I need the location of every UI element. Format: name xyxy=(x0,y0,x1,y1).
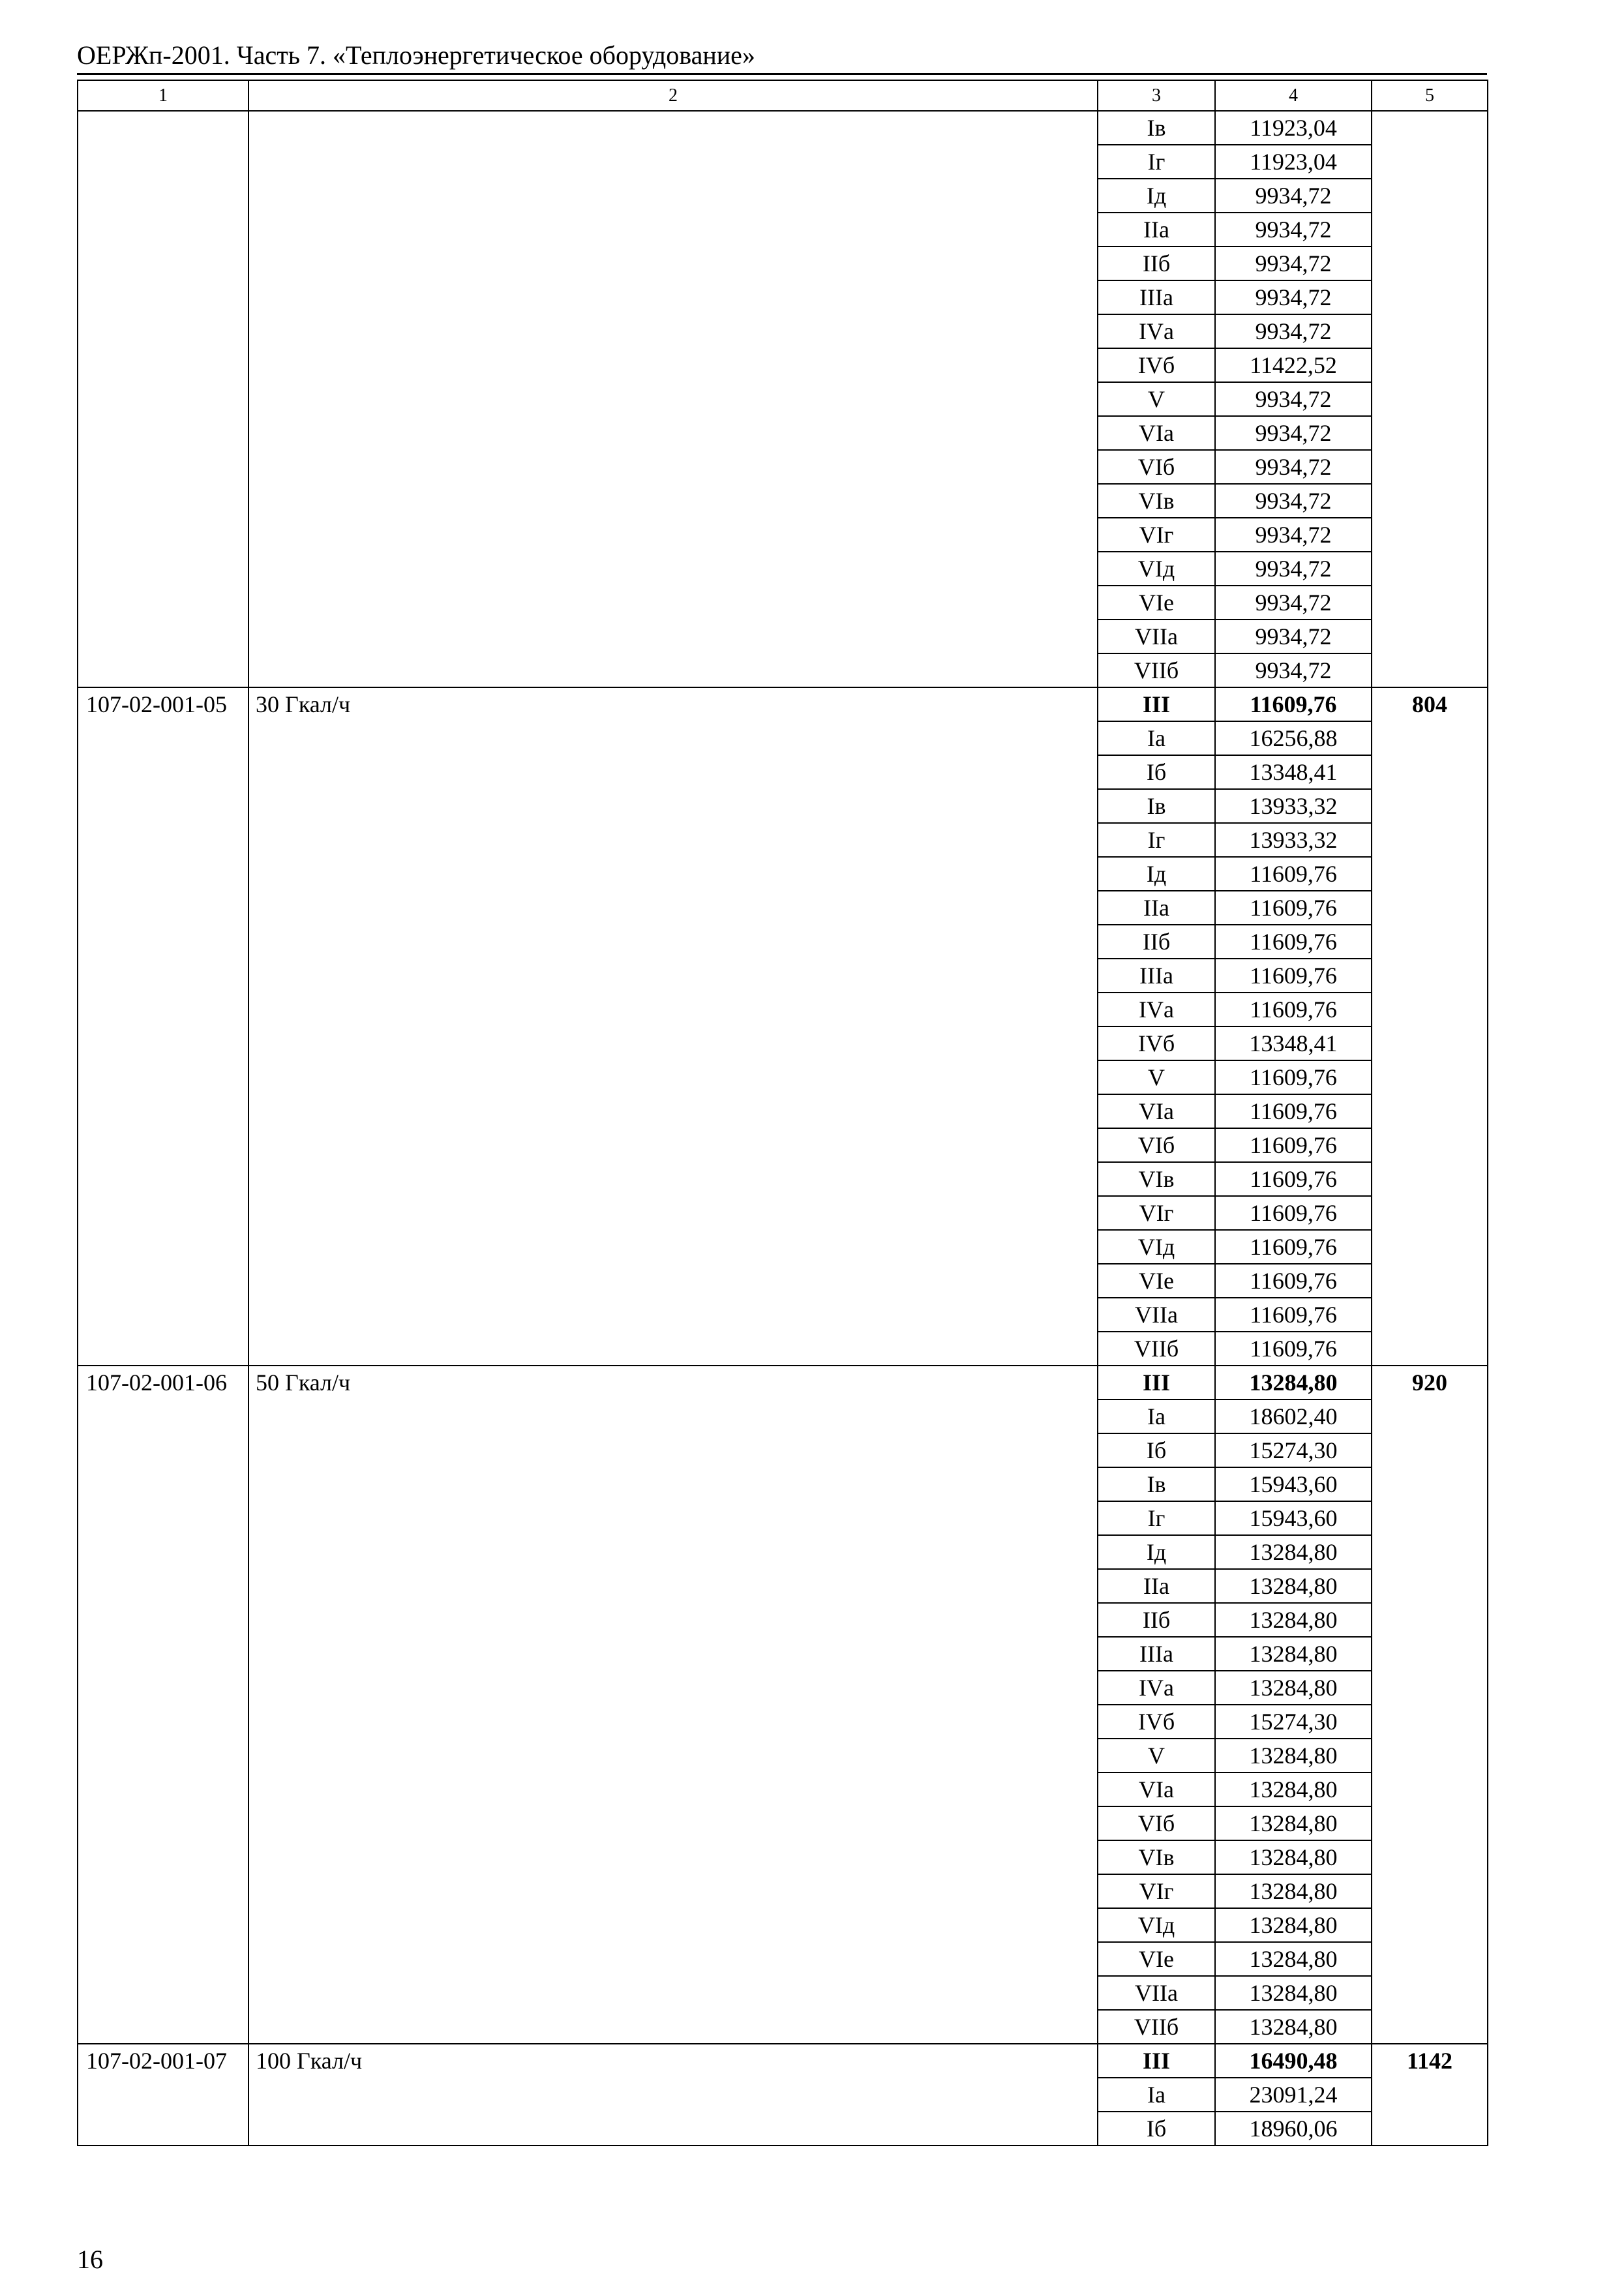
zone-cell: IVа xyxy=(1098,1671,1215,1705)
item-code: 107-02-001-05 xyxy=(78,687,248,1366)
zone-cell: Iа xyxy=(1098,721,1215,755)
table-body xyxy=(78,80,1488,2146)
zone-cell: Iб xyxy=(1098,755,1215,789)
zone-cell: Iд xyxy=(1098,179,1215,213)
table-row xyxy=(78,1366,1488,1399)
value-cell: 11609,76 xyxy=(1215,1094,1372,1128)
value-cell: 11609,76 xyxy=(1215,1128,1372,1162)
zone-cell: VIа xyxy=(1098,416,1215,450)
value-cell: 15943,60 xyxy=(1215,1501,1372,1535)
value-cell: 11609,76 xyxy=(1215,687,1372,721)
value-cell: 9934,72 xyxy=(1215,314,1372,348)
value-cell: 13284,80 xyxy=(1215,1840,1372,1874)
value-cell: 9934,72 xyxy=(1215,280,1372,314)
total-cell: 920 xyxy=(1372,1366,1488,2044)
zone-cell: VIг xyxy=(1098,1196,1215,1230)
zone-cell: VIб xyxy=(1098,1128,1215,1162)
value-cell: 11609,76 xyxy=(1215,1298,1372,1332)
zone-cell: IVб xyxy=(1098,348,1215,382)
value-cell: 13284,80 xyxy=(1215,1773,1372,1806)
zone-cell: VIд xyxy=(1098,1230,1215,1264)
value-cell: 11609,76 xyxy=(1215,1230,1372,1264)
zone-cell: VIIб xyxy=(1098,653,1215,687)
header-rule xyxy=(77,73,1487,75)
value-cell: 13284,80 xyxy=(1215,1603,1372,1637)
zone-cell: VIв xyxy=(1098,484,1215,518)
page-header: ОЕРЖп-2001. Часть 7. «Теплоэнергетическое оборудование» xyxy=(77,40,755,70)
zone-cell: IIIа xyxy=(1098,1637,1215,1671)
value-cell: 15274,30 xyxy=(1215,1705,1372,1739)
value-cell: 11923,04 xyxy=(1215,145,1372,179)
value-cell: 11609,76 xyxy=(1215,891,1372,925)
zone-cell: Iв xyxy=(1098,789,1215,823)
value-cell: 13284,80 xyxy=(1215,1942,1372,1976)
zone-cell: VIIб xyxy=(1098,1332,1215,1366)
value-cell: 15943,60 xyxy=(1215,1467,1372,1501)
column-number-row xyxy=(78,80,1488,111)
item-name: 100 Гкал/ч xyxy=(248,2044,1098,2146)
zone-cell: Iг xyxy=(1098,1501,1215,1535)
value-cell: 15274,30 xyxy=(1215,1433,1372,1467)
value-cell: 13284,80 xyxy=(1215,1671,1372,1705)
zone-cell: Iв xyxy=(1098,111,1215,145)
value-cell: 16490,48 xyxy=(1215,2044,1372,2078)
zone-cell: IVа xyxy=(1098,993,1215,1026)
zone-cell: IIб xyxy=(1098,925,1215,959)
value-cell: 23091,24 xyxy=(1215,2078,1372,2112)
zone-cell: VIг xyxy=(1098,518,1215,552)
zone-cell: IVб xyxy=(1098,1026,1215,1060)
value-cell: 13284,80 xyxy=(1215,1874,1372,1908)
zone-cell: VIа xyxy=(1098,1773,1215,1806)
column-number: 1 xyxy=(78,80,248,111)
zone-cell: IVб xyxy=(1098,1705,1215,1739)
value-cell: 9934,72 xyxy=(1215,416,1372,450)
zone-cell: Iд xyxy=(1098,1535,1215,1569)
value-cell: 9934,72 xyxy=(1215,484,1372,518)
value-cell: 11609,76 xyxy=(1215,1196,1372,1230)
value-cell: 11923,04 xyxy=(1215,111,1372,145)
value-cell: 9934,72 xyxy=(1215,382,1372,416)
value-cell: 13284,80 xyxy=(1215,2010,1372,2044)
zone-cell: VIб xyxy=(1098,450,1215,484)
value-cell: 11422,52 xyxy=(1215,348,1372,382)
value-cell: 13284,80 xyxy=(1215,1535,1372,1569)
zone-cell: V xyxy=(1098,1739,1215,1773)
value-cell: 9934,72 xyxy=(1215,213,1372,247)
zone-cell: VIе xyxy=(1098,586,1215,620)
zone-cell: VIв xyxy=(1098,1840,1215,1874)
zone-cell: Iб xyxy=(1098,1433,1215,1467)
value-cell: 9934,72 xyxy=(1215,653,1372,687)
value-cell: 13348,41 xyxy=(1215,755,1372,789)
table-row xyxy=(78,111,1488,145)
table-row xyxy=(78,687,1488,721)
zone-cell: IIIа xyxy=(1098,959,1215,993)
value-cell: 9934,72 xyxy=(1215,450,1372,484)
value-cell: 9934,72 xyxy=(1215,586,1372,620)
value-cell: 11609,76 xyxy=(1215,959,1372,993)
value-cell: 11609,76 xyxy=(1215,1162,1372,1196)
zone-cell: VIв xyxy=(1098,1162,1215,1196)
value-cell: 11609,76 xyxy=(1215,1264,1372,1298)
zone-cell: IVа xyxy=(1098,314,1215,348)
zone-cell: III xyxy=(1098,687,1215,721)
zone-cell: VIб xyxy=(1098,1806,1215,1840)
item-code: 107-02-001-07 xyxy=(78,2044,248,2146)
zone-cell: Iа xyxy=(1098,1399,1215,1433)
value-cell: 13284,80 xyxy=(1215,1976,1372,2010)
zone-cell: V xyxy=(1098,1060,1215,1094)
zone-cell: Iд xyxy=(1098,857,1215,891)
value-cell: 9934,72 xyxy=(1215,247,1372,280)
value-cell: 18602,40 xyxy=(1215,1399,1372,1433)
total-cell xyxy=(1372,111,1488,687)
zone-cell: IIа xyxy=(1098,213,1215,247)
value-cell: 9934,72 xyxy=(1215,620,1372,653)
rates-table xyxy=(77,80,1488,2146)
item-name xyxy=(248,111,1098,687)
zone-cell: VIIа xyxy=(1098,1976,1215,2010)
value-cell: 18960,06 xyxy=(1215,2112,1372,2146)
value-cell: 11609,76 xyxy=(1215,993,1372,1026)
value-cell: 11609,76 xyxy=(1215,857,1372,891)
value-cell: 13284,80 xyxy=(1215,1637,1372,1671)
value-cell: 13284,80 xyxy=(1215,1366,1372,1399)
item-code: 107-02-001-06 xyxy=(78,1366,248,2044)
zone-cell: VIд xyxy=(1098,552,1215,586)
page-number: 16 xyxy=(77,2245,103,2274)
zone-cell: V xyxy=(1098,382,1215,416)
zone-cell: Iв xyxy=(1098,1467,1215,1501)
value-cell: 11609,76 xyxy=(1215,1060,1372,1094)
zone-cell: III xyxy=(1098,1366,1215,1399)
value-cell: 13284,80 xyxy=(1215,1739,1372,1773)
zone-cell: VIа xyxy=(1098,1094,1215,1128)
value-cell: 11609,76 xyxy=(1215,1332,1372,1366)
zone-cell: IIа xyxy=(1098,891,1215,925)
total-cell: 1142 xyxy=(1372,2044,1488,2146)
value-cell: 13284,80 xyxy=(1215,1806,1372,1840)
zone-cell: VIе xyxy=(1098,1942,1215,1976)
value-cell: 13284,80 xyxy=(1215,1569,1372,1603)
zone-cell: Iб xyxy=(1098,2112,1215,2146)
value-cell: 9934,72 xyxy=(1215,552,1372,586)
value-cell: 9934,72 xyxy=(1215,179,1372,213)
zone-cell: IIб xyxy=(1098,1603,1215,1637)
total-cell: 804 xyxy=(1372,687,1488,1366)
zone-cell: VIIб xyxy=(1098,2010,1215,2044)
column-number: 5 xyxy=(1372,80,1488,111)
value-cell: 9934,72 xyxy=(1215,518,1372,552)
column-number: 3 xyxy=(1098,80,1215,111)
value-cell: 13284,80 xyxy=(1215,1908,1372,1942)
zone-cell: Iг xyxy=(1098,145,1215,179)
column-number: 2 xyxy=(248,80,1098,111)
item-name: 50 Гкал/ч xyxy=(248,1366,1098,2044)
zone-cell: VIIа xyxy=(1098,620,1215,653)
value-cell: 13348,41 xyxy=(1215,1026,1372,1060)
zone-cell: IIIа xyxy=(1098,280,1215,314)
zone-cell: VIIа xyxy=(1098,1298,1215,1332)
zone-cell: Iг xyxy=(1098,823,1215,857)
zone-cell: VIд xyxy=(1098,1908,1215,1942)
value-cell: 16256,88 xyxy=(1215,721,1372,755)
value-cell: 11609,76 xyxy=(1215,925,1372,959)
zone-cell: VIе xyxy=(1098,1264,1215,1298)
table-row xyxy=(78,2044,1488,2078)
zone-cell: Iа xyxy=(1098,2078,1215,2112)
item-name: 30 Гкал/ч xyxy=(248,687,1098,1366)
value-cell: 13933,32 xyxy=(1215,789,1372,823)
zone-cell: VIг xyxy=(1098,1874,1215,1908)
zone-cell: III xyxy=(1098,2044,1215,2078)
column-number: 4 xyxy=(1215,80,1372,111)
item-code xyxy=(78,111,248,687)
zone-cell: IIа xyxy=(1098,1569,1215,1603)
zone-cell: IIб xyxy=(1098,247,1215,280)
value-cell: 13933,32 xyxy=(1215,823,1372,857)
